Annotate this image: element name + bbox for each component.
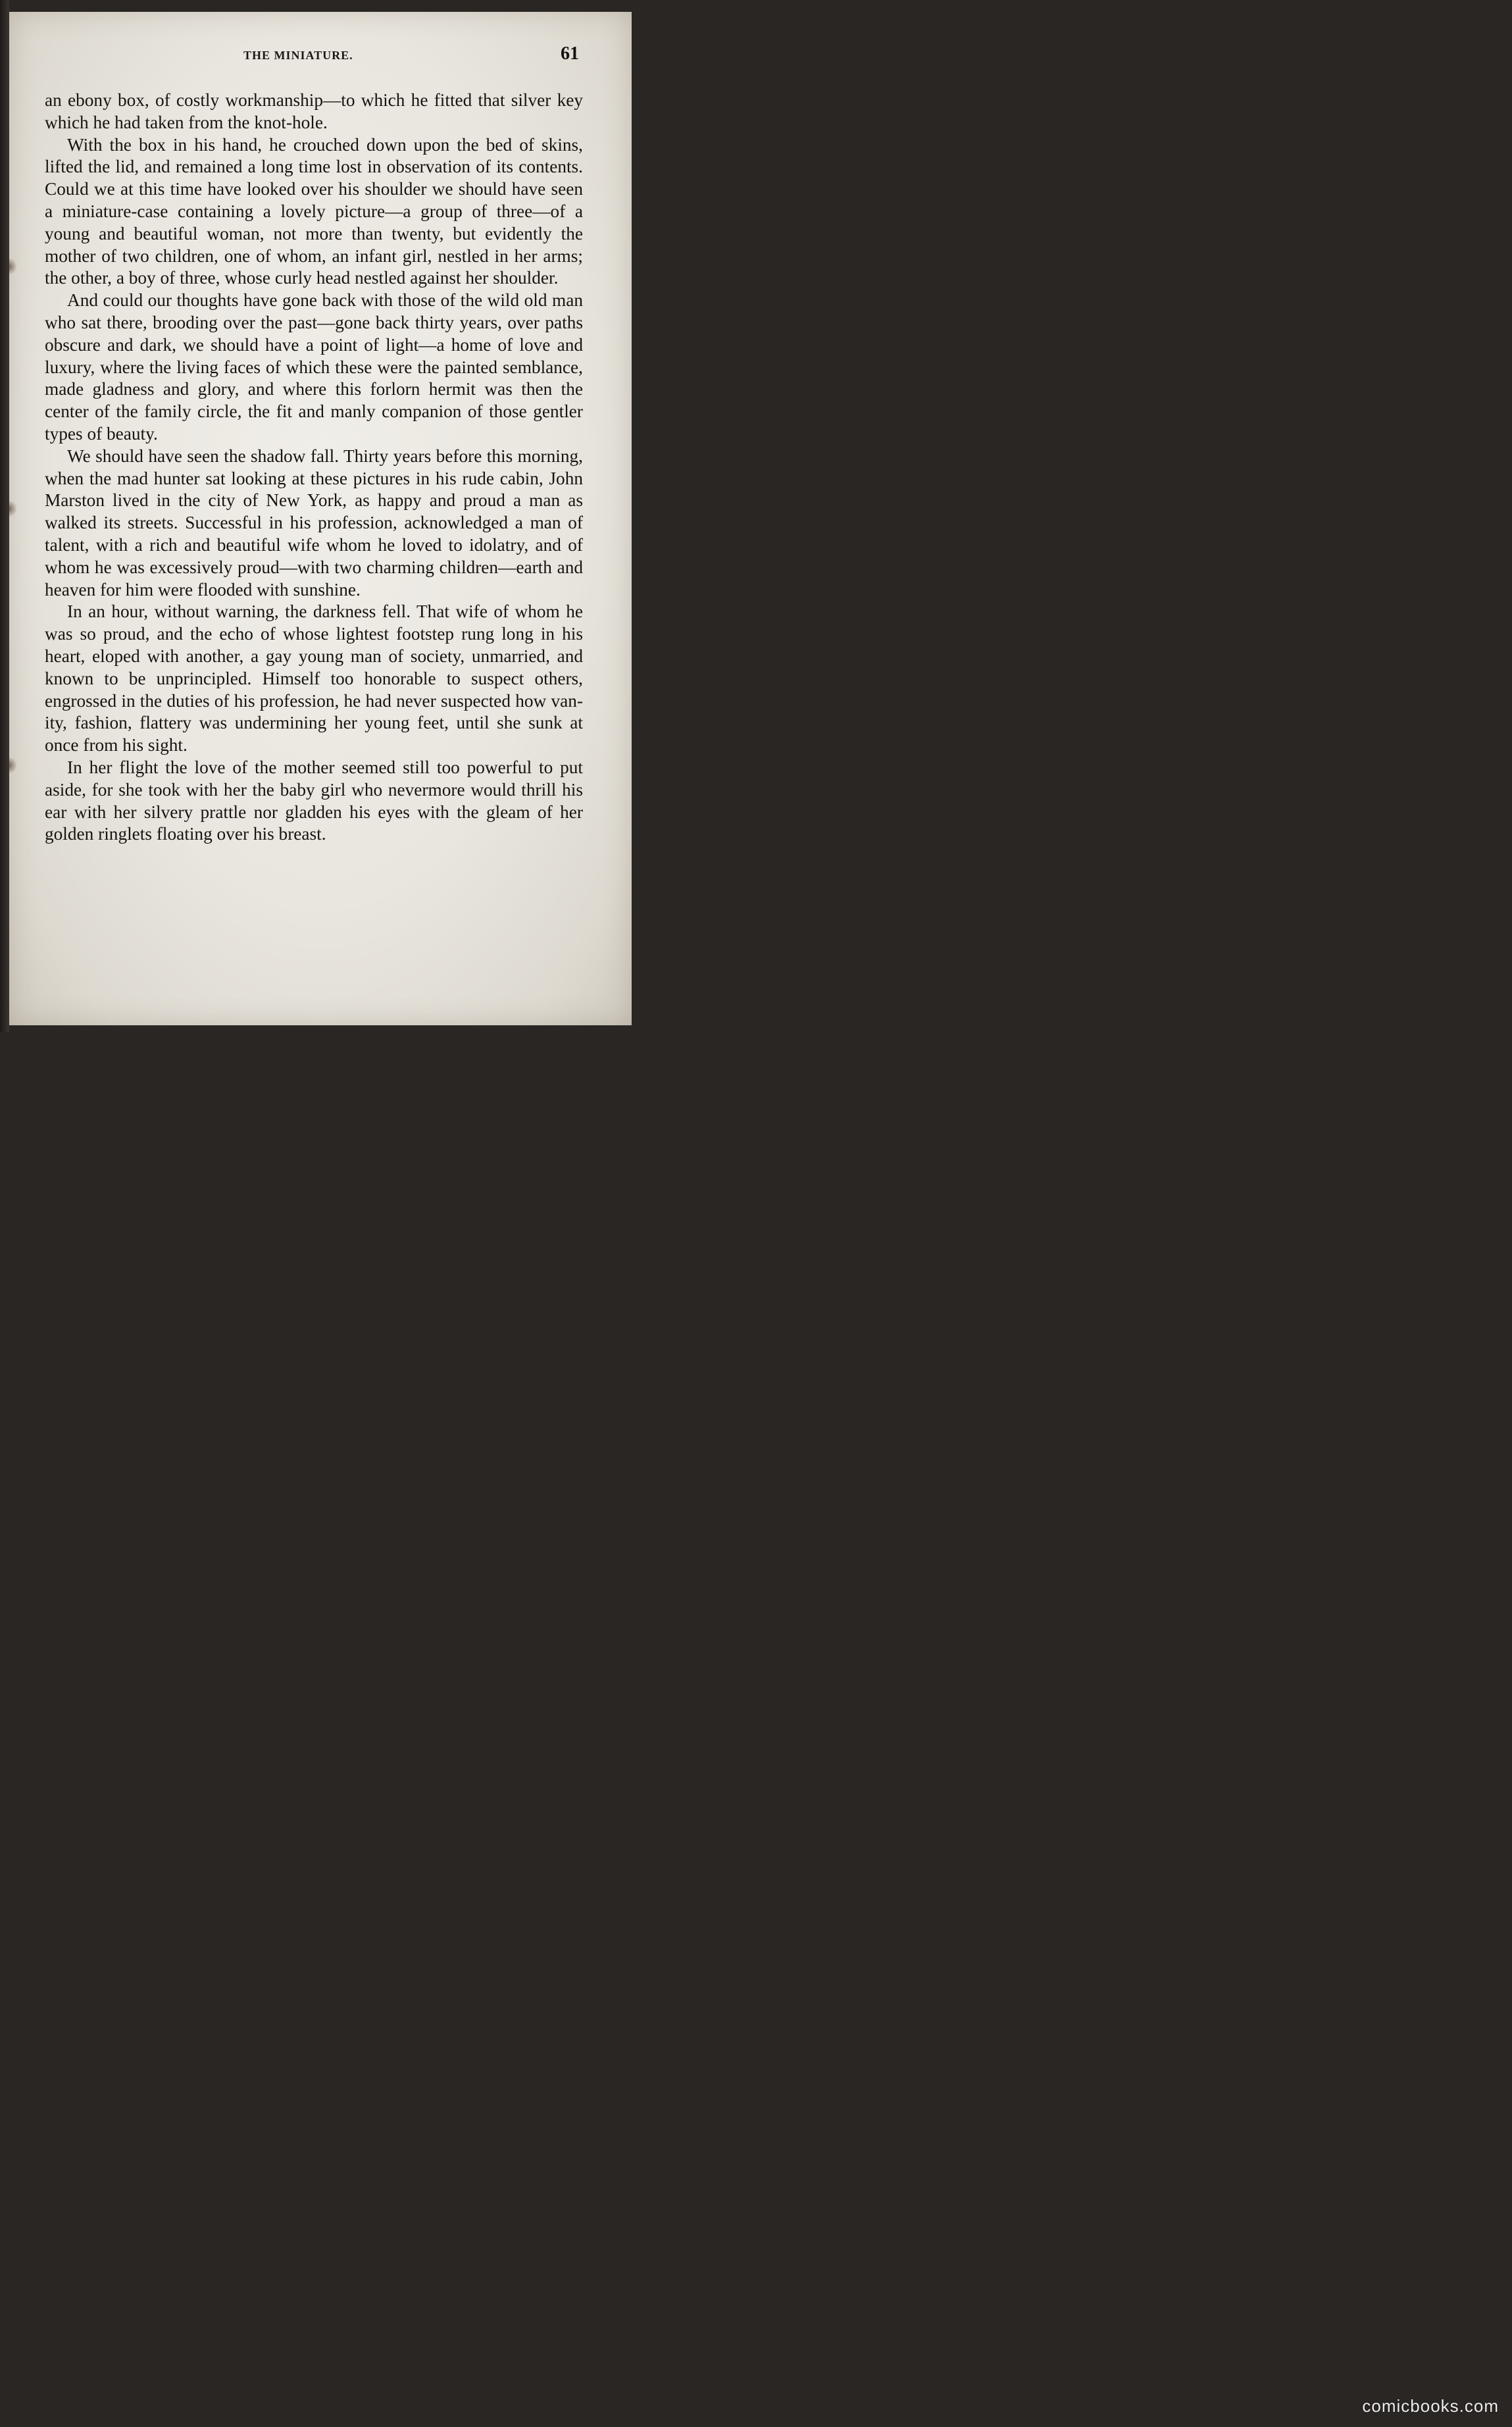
book-page bbox=[9, 12, 632, 1025]
paragraph: With the box in his hand, he crouched down upon the bed of skins, lifted the lid, and remained a long time lost in observation of its contents. Could we at this time have looked over his shoulder we should have seen a miniature-case containing a lovely picture—a group of three—of a young and beautiful woman, not more than twenty, but evidently the mother of two children, one of whom, an infant girl, nestled in her arms; the other, a boy of three, whose curly head nestled against her shoulder. bbox=[45, 134, 583, 288]
paragraph: In her flight the love of the mother seemed still too powerful to put aside, for she took with her the baby girl who nevermore would thrill his ear with her silvery prattle nor gladden his eyes with the gleam of her golden ringlets floating over his breast. bbox=[45, 757, 583, 844]
page-edge-wear bbox=[9, 500, 17, 517]
paragraph: We should have seen the shadow fall. Thirty years before this morning, when the mad hunter sat looking at these pictures in his rude cabin, John Marston lived in the city of New York, as happy and proud a man as walked its streets. Successful in his profession, acknowledged a man of talent, with a rich and beautiful wife whom he loved to idolatry, and of whom he was excessively proud—with two charming children—earth and heaven for him were flooded with sunshine. bbox=[45, 446, 583, 600]
page-edge-wear bbox=[9, 757, 17, 774]
book-spine-shadow bbox=[0, 0, 9, 1032]
watermark: comicbooks.com bbox=[1362, 2396, 1499, 2416]
page-number: 61 bbox=[561, 43, 579, 64]
running-head bbox=[9, 39, 632, 66]
page-edge-wear bbox=[9, 258, 17, 275]
body-text bbox=[45, 89, 583, 846]
paragraph-continued: an ebony box, of costly workmanship—to which he fitted that silver key which he had taken from the knot-hole. bbox=[45, 90, 583, 132]
paragraph: In an hour, without warning, the darkness fell. That wife of whom he was so proud, and the echo of whose lightest footstep rung long in his heart, eloped with another, a gay young man of society, unmarried, and known to be unprincipled. Himself too honorable to suspect others, engrossed in the duties of his profession, he had never suspected how vanity, fashion, flattery was undermining her young feet, until she sunk at once from his sight. bbox=[45, 601, 583, 755]
running-title: THE MINIATURE. bbox=[243, 49, 353, 62]
paragraph: And could our thoughts have gone back with those of the wild old man who sat there, brooding over the past—gone back thirty years, over paths obscure and dark, we should have a point of light—a home of love and luxury, where the living faces of which these were the painted semblance, made gladness and glory, and where this forlorn hermit was then the center of the family circle, the fit and manly companion of those gentler types of beauty. bbox=[45, 290, 583, 444]
